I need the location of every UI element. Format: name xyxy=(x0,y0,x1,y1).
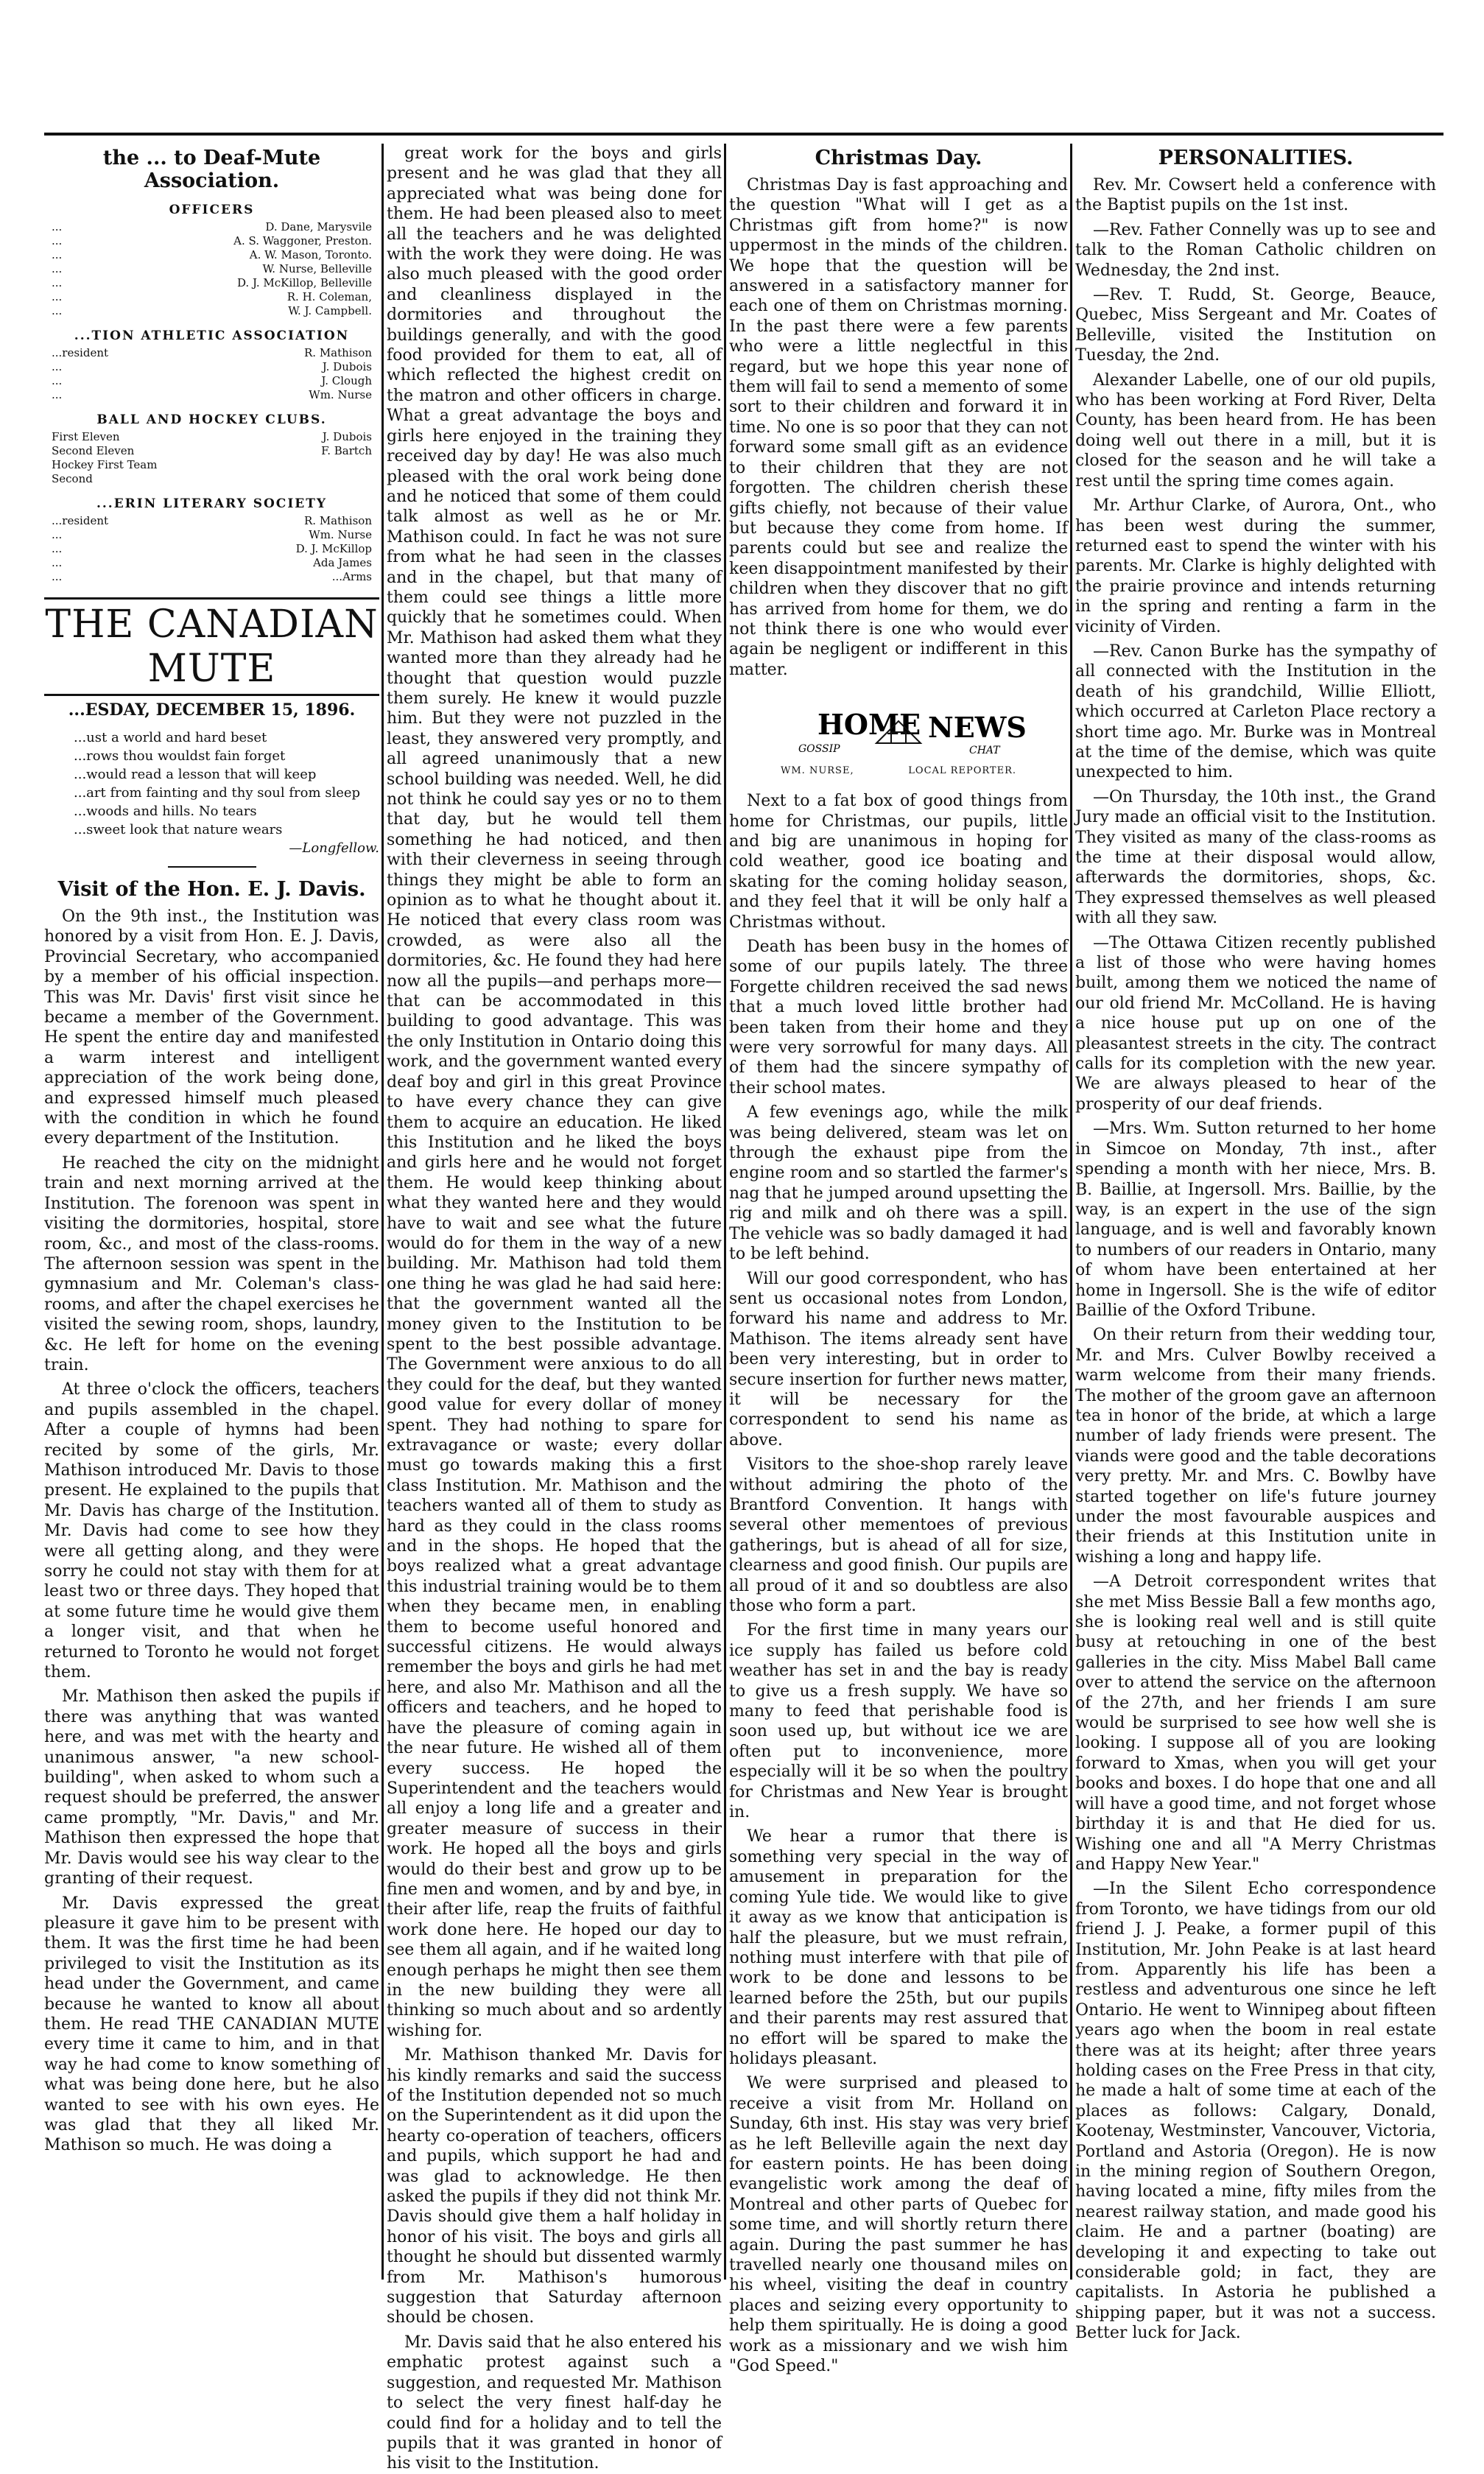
officer-row xyxy=(44,262,379,276)
officer-role: ... xyxy=(52,374,63,387)
officer-role: ...resident xyxy=(52,514,109,527)
paragraph: Mr. Davis said that he also entered his emphatic protest against such a suggestion, and requested Mr. Mathison to select the very finest half-day he could find for a holiday and to tell the pupils that it was granted in honor of his visit to the Institution. xyxy=(387,2333,722,2473)
officer-name: R. H. Coleman, xyxy=(286,290,372,303)
officer-row xyxy=(44,458,379,472)
officer-role: ... xyxy=(52,570,63,583)
home-news-banner xyxy=(729,699,1068,776)
officer-role: ... xyxy=(52,528,63,541)
officer-row xyxy=(44,220,379,234)
paragraph: Rev. Mr. Cowsert held a conference with the Baptist pupils on the 1st inst. xyxy=(1075,176,1436,215)
officer-name: J. Dubois xyxy=(322,360,372,373)
officer-row xyxy=(44,444,379,458)
paragraph: Mr. Arthur Clarke, of Aurora, Ont., who has been west during the summer, returned east to spend the winter with his parents. Mr. Clarke is highly delighted with the prairie province and intends returning in the spring and renting a farm in the vicinity of Virden. xyxy=(1075,496,1436,636)
officer-row xyxy=(44,276,379,290)
paragraph: —On Thursday, the 10th inst., the Grand Jury made an official visit to the Institution. They visited as many of the class-rooms as the time at their disposal would allow, afterwards the dormitories, shops, &c. They expressed themselves as well pleased with all they saw. xyxy=(1075,787,1436,928)
officer-row xyxy=(44,514,379,528)
gossip-label: GOSSIP xyxy=(798,743,840,756)
christmas-heading: Christmas Day. xyxy=(815,147,982,169)
literary-heading: ...ERIN LITERARY SOCIETY xyxy=(96,496,328,511)
poem-line: ...sweet look that nature wears xyxy=(74,822,283,837)
officer-role: ... xyxy=(52,556,63,569)
home-news-items xyxy=(729,791,1068,2376)
column-divider xyxy=(381,144,384,2280)
paragraph: Christmas Day is fast approaching and the question "What will I get as a Christmas gift from home?" is now uppermost in the minds of the children. We hope that the question will be answered in a satisfactory manner for each one of them on Christmas morning. In the past there were a few parents who were a little neglectful in this regard, but we hope this year none of them will fail to send a memento of some sort to their children and forward it in time. No one is so poor that they can not forward some small gift as an evidence to their children that they are not forgotten. The children cherish these gifts chiefly, not because of their value but because they come from home. If parents could but see and realize the keen disappointment manifested by their children when they discover that no gift has arrived from home for them, we do not think there is one who would ever again be negligent or indifferent in this matter. xyxy=(729,176,1068,679)
athletic-heading: ...TION ATHLETIC ASSOCIATION xyxy=(74,328,350,343)
officer-name: Wm. Nurse xyxy=(309,528,372,541)
officer-role: First Eleven xyxy=(52,430,120,443)
officer-name: ...Arms xyxy=(331,570,372,583)
officer-role: Hockey First Team xyxy=(52,458,158,471)
officer-role: ... xyxy=(52,276,63,289)
paragraph: Visitors to the shoe-shop rarely leave without admiring the photo of the Brantford Convention. It hangs with several other mementoes of previous gatherings, but is ahead of all for size, clearness and good finish. Our pupils are all proud of it and so doubtless are also those who form a part. xyxy=(729,1455,1068,1615)
officer-role: Second Eleven xyxy=(52,444,135,457)
athletic-list xyxy=(44,346,379,402)
association-title: the ... to Deaf-Mute Association. xyxy=(102,147,321,192)
officer-name: Ada James xyxy=(313,556,372,569)
officer-name: Wm. Nurse xyxy=(309,388,372,401)
christmas-article xyxy=(729,175,1068,680)
officer-name: R. Mathison xyxy=(303,346,372,359)
paragraph: On the 9th inst., the Institution was honored by a visit from Hon. E. J. Davis, Provincial Secretary, who accompanied by a member of his official inspection. This was Mr. Davis' first visit since he became a member of the Government. He spent the entire day and manifested a warm interest and intelligent appreciation of the work being done, and expressed himself much pleased with the condition in which he found every department of the Institution. xyxy=(44,907,379,1148)
paragraph: —Rev. T. Rudd, St. George, Beauce, Quebec, Miss Sergeant and Mr. Coates of Belleville, visited the Institution on Tuesday, the 2nd. xyxy=(1075,286,1436,365)
visit-heading: Visit of the Hon. E. J. Davis. xyxy=(57,878,366,901)
paragraph: At three o'clock the officers, teachers and pupils assembled in the chapel. After a couple of hymns had been recited by some of the girls, Mr. Mathison introduced Mr. Davis to those present. He explained to the pupils that Mr. Davis has charge of the Institution. Mr. Davis had come to see how they were all getting along, and they were sorry he could not stay with them for at least two or three days. They hoped that at some future time he would give them a longer visit, and that when he returned to Toronto he would not forget them. xyxy=(44,1380,379,1682)
paragraph: —A Detroit correspondent writes that she met Miss Bessie Ball a few months ago, she is looking real well and is still quite busy at retouching in one of the best galleries in the city. Miss Mabel Ball came over to attend the service on the afternoon of the 27th, and her friends I am sure would be surprised to see how well she is looking. I suppose all of you are looking forward to Xmas, when you will get your books and boxes. I do hope that one and all will have a good time, and not forget whose birthday it is and that He died for us. Wishing one and all "A Merry Christmas and Happy New Year." xyxy=(1075,1572,1436,1874)
officer-row xyxy=(44,430,379,444)
officer-name: A. W. Mason, Toronto. xyxy=(249,248,372,261)
officer-row xyxy=(44,542,379,556)
poem-line: ...would read a lesson that will keep xyxy=(74,767,317,782)
personals-heading: PERSONALITIES. xyxy=(1158,147,1354,169)
officer-name: D. Dane, Marysvile xyxy=(265,220,372,233)
reporter-title: LOCAL REPORTER. xyxy=(908,765,1016,777)
officer-row xyxy=(44,360,379,374)
paragraph: Death has been busy in the homes of some of our pupils lately. The three Forgette children received the sad news that a much loved little brother had been taken from their home and they were very sorrowful for many days. All of them had the sincere sympathy of their school mates. xyxy=(729,938,1068,1097)
officer-name: D. J. McKillop, Belleville xyxy=(236,276,372,289)
paragraph: Will our good correspondent, who has sent us occasional notes from London, forward his name and address to Mr. Mathison. The items already sent have been very interesting, but in order to secure insertion for further news matter, it will be necessary for the correspondent to send his name as above. xyxy=(729,1269,1068,1449)
officer-role: ... xyxy=(52,220,63,233)
officer-row xyxy=(44,472,379,486)
officer-role: ... xyxy=(52,290,63,303)
home-news-word-right: NEWS xyxy=(928,711,1027,745)
paragraph: —Rev. Canon Burke has the sympathy of all connected with the Institution in the death of his grandchild, Willie Elliott, which occurred at Carleton Place rectory a short time ago. Mr. Burke was in Montreal at the time of the demise, which was quite unexpected to him. xyxy=(1075,642,1436,782)
officer-role: ... xyxy=(52,234,63,247)
column-divider xyxy=(1070,144,1072,2280)
officer-name: F. Bartch xyxy=(321,444,372,457)
paragraph: Next to a fat box of good things from home for Christmas, our pupils, little and big are unanimous in hoping for cold weather, good ice boating and skating for the coming holiday season, and they feel that it will be only half a Christmas without. xyxy=(729,792,1068,932)
reporter-caption xyxy=(729,765,1068,776)
officer-row xyxy=(44,290,379,304)
column-4 xyxy=(1075,144,1436,2343)
poem-line: ...ust a world and hard beset xyxy=(74,730,267,745)
poem-line: ...rows thou wouldst fain forget xyxy=(74,748,286,764)
paragraph: Mr. Mathison then asked the pupils if there was anything that was wanted here, and was met with the hearty and unanimous answer, "a new school-building", when asked to whom such a request should be preferred, the answer came promptly, "Mr. Davis," and Mr. Mathison then expressed the hope that Mr. Davis would see his way clear to the granting of their request. xyxy=(44,1687,379,1888)
poem-line: ...art from fainting and thy soul from sleep xyxy=(74,785,361,801)
paragraph: We were surprised and pleased to receive a visit from Mr. Holland on Sunday, 6th inst. His stay was very brief as he left Belleville again the next day for eastern points. He has been doing evangelistic work among the deaf of Montreal and other parts of Quebec for some time, and will shortly return there again. During the past summer he has travelled nearly one thousand miles on his wheel, visiting the deaf in country places and seizing every opportunity to help them spiritually. He is doing a good work as a missionary and we wish him "God Speed." xyxy=(729,2074,1068,2376)
poem xyxy=(44,730,379,837)
personals-items xyxy=(1075,175,1436,2344)
officer-role: Second xyxy=(52,472,93,485)
officer-name: W. Nurse, Belleville xyxy=(262,262,372,275)
officer-row xyxy=(44,528,379,542)
reporter-name: WM. NURSE, xyxy=(781,765,854,777)
paragraph: great work for the boys and girls present and he was glad that they all appreciated what was being done for them. He had been pleased also to meet all the teachers and he was delighted with the work they were doing. He was also much pleased with the good order and cleanliness displayed in the dormitories and throughout the buildings generally, and with the good food provided for them to eat, all of which reflected the highest credit on the matron and other officers in charge. What a great advantage the boys and girls here enjoyed in the training they received day by day! He was also much pleased with the oral work being done and he noticed that some of them could talk almost as well as he or Mr. Mathison could. In fact he was not sure from what he had seen in the classes and in the chapel, but that many of them could see things a little more quickly that he sometimes could. When Mr. Mathison had asked them what they wanted more than they already had he thought that question would puzzle them surely. He knew it would puzzle him. But they were not puzzled in the least, they answered very promptly, and all agreed unanimously that a new school building was needed. Well, he did not think he could say yes or no to them that day, but he would tell them something he had noticed, and then with their cleverness in seeing through things they might be able to form an opinion as to what he thought about it. He noticed that every class room was crowded, as were also all the dormitories, &c. He found they had here now all the pupils—and perhaps more—that can be accommodated in this building to good advantage. This was the only Institution in Ontario doing this work, and the government wanted every deaf boy and girl in this great Province to have every chance they can give them to acquire an education. He liked this Institution and he liked the boys and girls here and he would not forget them. He would keep thinking about what they wanted here and they would have to wait and see what the future would do for them in the way of a new building. Mr. Mathison had told them one thing he was glad he had said here: that the government wanted all the money given to the Institution to be spent to the best possible advantage. The Government were anxious to do all they could for the deaf, but they wanted good value for every dollar of money spent. They had nothing to spare for extravagance or waste; every dollar must go towards making this a first class Institution. Mr. Mathison and the teachers wanted all of them to study as hard as they could in the class rooms and in the shops. He hoped that the boys realized what a great advantage this industrial training would be to them when they became men, in enabling them to become useful honored and successful citizens. He would always remember the boys and girls he had met here, and also Mr. Mathison and all the officers and teachers, and he hoped to have the pleasure of coming again in the near future. He wished all of them every success. He hoped the Superintendent and the teachers would all enjoy a long life and a greater and greater measure of success in their work. He hoped all the boys and girls would do their best and grow up to be fine men and women, and by and bye, in their after life, reap the fruits of faithful work done here. He hoped our day to see them all again, and if he waited long enough perhaps he might then see them in the new building they were all thinking so much about and so ardently wishing for. xyxy=(387,144,722,2040)
top-rule xyxy=(44,133,1443,136)
officer-name: R. Mathison xyxy=(303,514,372,527)
officer-role: ... xyxy=(52,262,63,275)
officers-list xyxy=(44,220,379,318)
officer-role: ... xyxy=(52,304,63,317)
officer-row xyxy=(44,374,379,388)
officers-heading: OFFICERS xyxy=(169,203,255,217)
paragraph: Mr. Davis expressed the great pleasure it gave him to be present with them. It was the first time he had been privileged to visit the Institution as its head under the Government, and came because he wanted to know all about them. He read THE CANADIAN MUTE every time it came to him, and in that way he had come to know something of what was being done here, but he also wanted to see with his own eyes. He was glad that they all liked Mr. Mathison so much. He was doing a xyxy=(44,1894,379,2155)
paragraph: —Mrs. Wm. Sutton returned to her home in Simcoe on Monday, 7th inst., after spending a month with her niece, Mrs. B. B. Baillie, at Ingersoll. Mrs. Baillie, by the way, is an expert in the use of the sign language, and is well and favorably known to numbers of our readers in Ontario, many of whom have been entertained at her home in Ingersoll. She is the wife of editor Baillie of the Oxford Tribune. xyxy=(1075,1120,1436,1320)
visit-article-continued xyxy=(387,144,722,2474)
paragraph: For the first time in many years our ice supply has failed us before cold weather has set in and the bay is ready to give us a fresh supply. We have so many to feed that perishable food is soon used up, but without ice we are often put to inconvenience, more especially will it be so when the poultry for Christmas and New Year is brought in. xyxy=(729,1621,1068,1822)
paragraph: On their return from their wedding tour, Mr. and Mrs. Culver Bowlby received a warm welcome from their many friends. The mother of the groom gave an afternoon tea in honor of the bride, at which a large number of lady friends were present. The viands were good and the table decorations very pretty. Mr. and Mrs. C. Bowlby have started together on life's future journey under the most favourable auspices and their friends at this Institution unite in wishing a long and happy life. xyxy=(1075,1326,1436,1567)
officer-row xyxy=(44,234,379,248)
officer-role: ... xyxy=(52,388,63,401)
visit-article xyxy=(44,907,379,2156)
column-2 xyxy=(387,144,722,2473)
poem-author: —Longfellow. xyxy=(289,840,379,856)
officer-role: ... xyxy=(52,360,63,373)
home-news-logo xyxy=(788,699,1027,765)
clubs-list xyxy=(44,430,379,486)
officer-name: D. J. McKillop xyxy=(295,542,372,555)
officer-name: W. J. Campbell. xyxy=(288,304,372,317)
officer-row xyxy=(44,556,379,570)
officer-name: J. Dubois xyxy=(322,430,372,443)
column-3 xyxy=(729,144,1068,2376)
literary-list xyxy=(44,514,379,584)
officer-row xyxy=(44,304,379,318)
officer-name: J. Clough xyxy=(321,374,372,387)
officer-row xyxy=(44,388,379,402)
officer-role: ... xyxy=(52,542,63,555)
column-divider xyxy=(724,144,726,2280)
officer-role: ... xyxy=(52,248,63,261)
paragraph: Mr. Mathison thanked Mr. Davis for his kindly remarks and said the success of the Institution depended not so much on the Superintendent as it did upon the hearty co-operation of teachers, officers and pupils, which support he had and was glad to acknowledge. He then asked the pupils if they did not think Mr. Davis should give them a half holiday in honor of his visit. The boys and girls all thought he should but dissented warmly from Mr. Mathison's humorous suggestion that Saturday afternoon should be chosen. xyxy=(387,2046,722,2327)
home-news-word-left: HOME xyxy=(817,708,921,742)
officer-row xyxy=(44,248,379,262)
dateline: ...ESDAY, DECEMBER 15, 1896. xyxy=(68,700,356,720)
officer-row xyxy=(44,570,379,584)
chat-label: CHAT xyxy=(969,745,1000,757)
paragraph: He reached the city on the midnight train and next morning arrived at the Institution. The forenoon was spent in visiting the dormitories, hospital, store room, &c., and most of the class-rooms. The afternoon session was spent in the gymnasium and Mr. Coleman's class-rooms, and after the chapel exercises he visited the sewing room, shops, laundry, &c. He left for home on the evening train. xyxy=(44,1153,379,1374)
officer-role: ...resident xyxy=(52,346,109,359)
clubs-heading: BALL AND HOCKEY CLUBS. xyxy=(96,412,327,427)
paragraph: —Rev. Father Connelly was up to see and talk to the Roman Catholic children on Wednesday, the 2nd inst. xyxy=(1075,220,1436,280)
paragraph: —In the Silent Echo correspondence from Toronto, we have tidings from our old friend J. J. Peake, a former pupil of this Institution, Mr. John Peake is at last heard from. Apparently his life has been a restless and adventurous one since he left Ontario. He went to Winnipeg about fifteen years ago when the boom in real estate there was at its height; after three years holding cases on the Free Press in that city, he made a halt of some time at each of the places as follows: Calgary, Donald, Kootenay, Westminster, Vancouver, Victoria, Portland and Astoria (Oregon). He is now in the mining region of Southern Oregon, having located a mine, fifty miles from the nearest railway station, and made good his claim. He and a partner (boating) are developing it and expecting to take out considerable gold; in fact, they are capitalists. In Astoria he published a shipping paper, but it was not a success. Better luck for Jack. xyxy=(1075,1880,1436,2343)
paragraph: A few evenings ago, while the milk was being delivered, steam was let on through the exhaust pipe from the engine room and so startled the farmer's nag that he jumped around upsetting the rig and milk and oh there was a spill. The vehicle was so badly damaged it had to be left behind. xyxy=(729,1103,1068,1264)
paragraph: We hear a rumor that there is something very special in the way of amusement in preparation for the coming Yule tide. We would like to give it away as we know that anticipation is half the pleasure, but we must refrain, nothing must interfere with that pile of work to be done and lessons to be learned before the 25th, but our pupils and their parents may rest assured that no effort will be spared to make the holidays pleasant. xyxy=(729,1827,1068,2068)
column-1 xyxy=(44,144,379,2280)
paragraph: —The Ottawa Citizen recently published a list of those who were having homes built, among them we noticed the name of our old friend Mr. McColland. He is having a nice house put up on one of the pleasantest streets in the city. The contract calls for its completion with the new year. We are always pleased to hear of the prosperity of our deaf friends. xyxy=(1075,933,1436,1114)
paragraph: Alexander Labelle, one of our old pupils, who has been working at Ford River, Delta County, has been heard from. He has been doing well out there in a mill, but it is closed for the season and he will take a rest until the spring time comes again. xyxy=(1075,370,1436,491)
officer-row xyxy=(44,346,379,360)
poem-line: ...woods and hills. No tears xyxy=(74,804,257,819)
officer-name: A. S. Waggoner, Preston. xyxy=(233,234,372,247)
masthead: THE CANADIAN MUTE xyxy=(44,597,379,696)
divider xyxy=(168,866,256,868)
